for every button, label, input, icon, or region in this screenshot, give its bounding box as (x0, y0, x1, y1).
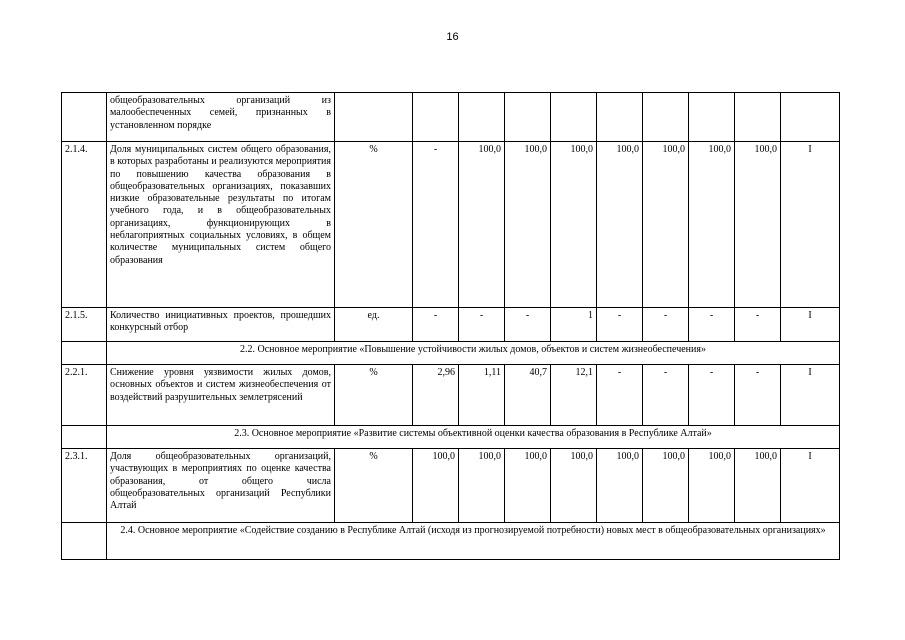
value-cell (459, 93, 505, 142)
unit-cell: % (335, 449, 413, 523)
unit-cell: ед. (335, 308, 413, 342)
indicator-name: Количество инициативных проектов, прошедших конкурсный отбор (107, 308, 335, 342)
value-cell: - (735, 365, 781, 426)
table-row (62, 142, 840, 308)
value-cell: 1,11 (459, 365, 505, 426)
indicator-name: общеобразовательных организаций из малообеспеченных семей, признанных в установленном порядке (107, 93, 335, 142)
unit-cell (335, 93, 413, 142)
value-cell: - (459, 308, 505, 342)
value-cell: - (505, 308, 551, 342)
value-cell: 100,0 (597, 142, 643, 308)
row-number: 2.3.1. (62, 449, 107, 523)
empty-cell (62, 426, 107, 449)
value-cell: - (735, 308, 781, 342)
value-cell (551, 93, 597, 142)
responsible-cell: I (781, 308, 840, 342)
value-cell: 100,0 (735, 449, 781, 523)
value-cell: - (643, 365, 689, 426)
empty-cell (62, 342, 107, 365)
indicator-name: Доля муниципальных систем общего образования, в которых разработаны и реализуются мероприятия по повышению качества образования в общеобразовательных организациях, показавших низкие образовательные результаты по итогам учебного года, и в общеобразовательных организациях, функционирующих в неблагоприятных социальных условиях, в общем количестве муниципальных систем общего образования (107, 142, 335, 308)
value-cell: 100,0 (459, 449, 505, 523)
section-title: 2.2. Основное мероприятие «Повышение устойчивости жилых домов, объектов и систем жизнеобеспечения» (107, 342, 840, 365)
value-cell: - (413, 308, 459, 342)
value-cell: 12,1 (551, 365, 597, 426)
value-cell: - (413, 142, 459, 308)
row-number: 2.1.4. (62, 142, 107, 308)
value-cell (689, 93, 735, 142)
value-cell: 2,96 (413, 365, 459, 426)
value-cell (643, 93, 689, 142)
value-cell: 100,0 (735, 142, 781, 308)
indicator-name: Доля общеобразовательных организаций, участвующих в мероприятиях по оценке качества образования, от общего числа общеобразовательных организаций Республики Алтай (107, 449, 335, 523)
row-number: 2.2.1. (62, 365, 107, 426)
table-row (62, 449, 840, 523)
value-cell: 100,0 (643, 142, 689, 308)
value-cell: 100,0 (505, 142, 551, 308)
section-title: 2.3. Основное мероприятие «Развитие системы объективной оценки качества образования в Республике Алтай» (107, 426, 840, 449)
unit-cell: % (335, 142, 413, 308)
responsible-cell: I (781, 449, 840, 523)
responsible-cell: I (781, 365, 840, 426)
table-row (62, 365, 840, 426)
section-row (62, 342, 840, 365)
table-row (62, 308, 840, 342)
section-row (62, 523, 840, 560)
value-cell: 100,0 (413, 449, 459, 523)
responsible-cell: I (781, 142, 840, 308)
value-cell: 100,0 (551, 449, 597, 523)
table-row (62, 93, 840, 142)
value-cell: - (643, 308, 689, 342)
page-number: 16 (446, 31, 459, 43)
value-cell: 40,7 (505, 365, 551, 426)
value-cell (413, 93, 459, 142)
row-number: 2.1.5. (62, 308, 107, 342)
value-cell: - (689, 308, 735, 342)
value-cell: 100,0 (689, 142, 735, 308)
unit-cell: % (335, 365, 413, 426)
responsible-cell (781, 93, 840, 142)
value-cell: - (597, 308, 643, 342)
value-cell: 100,0 (459, 142, 505, 308)
section-title: 2.4. Основное мероприятие «Содействие созданию в Республике Алтай (исходя из прогнозируемой потребности) новых мест в общеобразовательных организациях» (107, 523, 840, 560)
row-number (62, 93, 107, 142)
value-cell: 1 (551, 308, 597, 342)
section-row (62, 426, 840, 449)
value-cell (597, 93, 643, 142)
value-cell: 100,0 (643, 449, 689, 523)
indicators-table (61, 92, 840, 560)
empty-cell (62, 523, 107, 560)
value-cell: - (689, 365, 735, 426)
indicator-name: Снижение уровня уязвимости жилых домов, основных объектов и систем жизнеобеспечения от воздействий разрушительных землетрясений (107, 365, 335, 426)
value-cell (505, 93, 551, 142)
value-cell: 100,0 (689, 449, 735, 523)
value-cell (735, 93, 781, 142)
value-cell: - (597, 365, 643, 426)
value-cell: 100,0 (597, 449, 643, 523)
value-cell: 100,0 (551, 142, 597, 308)
value-cell: 100,0 (505, 449, 551, 523)
